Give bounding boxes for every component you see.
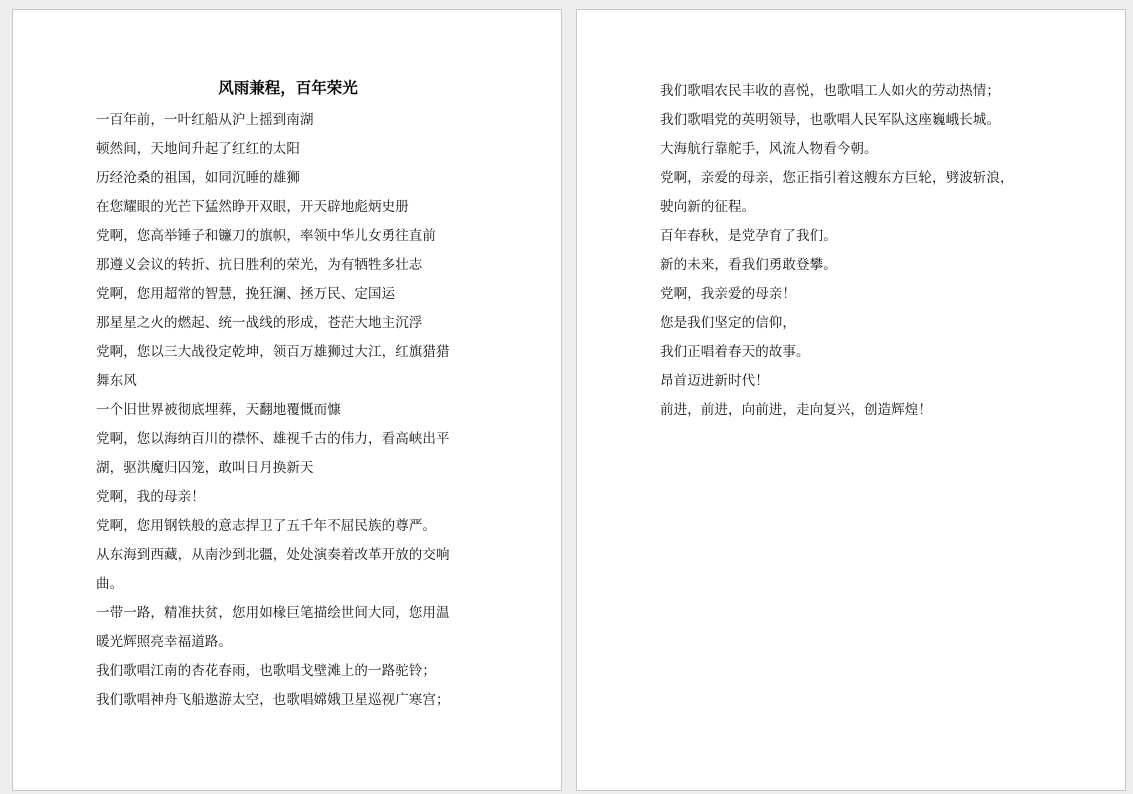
poem-line: 百年春秋，是党孕育了我们。: [660, 228, 837, 244]
poem-line: 一带一路，精准扶贫，您用如椽巨笔描绘世间大同，您用温: [96, 605, 450, 621]
poem-line: 党啊，您以三大战役定乾坤，领百万雄狮过大江，红旗猎猎: [96, 344, 450, 360]
poem-line: 我们正唱着春天的故事。: [660, 344, 810, 360]
poem-line: 舞东风: [96, 373, 137, 389]
poem-line: 党啊，亲爱的母亲，您正指引着这艘东方巨轮，劈波斩浪，: [660, 170, 1014, 186]
poem-line: 湖，驱洪魔归囚笼，敢叫日月换新天: [96, 460, 314, 476]
poem-lines: [96, 106, 496, 715]
poem-line: 党啊，您用钢铁般的意志捍卫了五千年不屈民族的尊严。: [96, 518, 436, 534]
poem-line: 曲。: [96, 576, 124, 592]
poem-line: 那遵义会议的转折、抗日胜利的荣光，为有牺牲多壮志: [96, 257, 423, 273]
poem-line: 我们歌唱农民丰收的喜悦，也歌唱工人如火的劳动热情；: [660, 83, 1000, 99]
poem-line: 党啊，我的母亲！: [96, 489, 205, 505]
poem-line: 党啊，您高举锤子和镰刀的旗帜，率领中华儿女勇往直前: [96, 228, 436, 244]
poem-line: 我们歌唱党的英明领导，也歌唱人民军队这座巍峨长城。: [660, 112, 1000, 128]
document-page-1: [12, 9, 562, 791]
poem-line: 驶向新的征程。: [660, 199, 756, 215]
poem-line: 我们歌唱江南的杏花春雨，也歌唱戈壁滩上的一路驼铃；: [96, 663, 436, 679]
poem-line: 您是我们坚定的信仰，: [660, 315, 796, 331]
poem-line: 那星星之火的燃起、统一战线的形成，苍茫大地主沉浮: [96, 315, 423, 331]
poem-line: 在您耀眼的光芒下猛然睁开双眼，开天辟地彪炳史册: [96, 199, 409, 215]
poem-line: 历经沧桑的祖国，如同沉睡的雄狮: [96, 170, 300, 186]
poem-line: 党啊，您用超常的智慧，挽狂澜、拯万民、定国运: [96, 286, 396, 302]
document-title: 风雨兼程，百年荣光: [218, 78, 358, 97]
poem-line: 前进，前进，向前进，走向复兴，创造辉煌！: [660, 402, 932, 418]
poem-lines: [660, 77, 1060, 425]
poem-line: 大海航行靠舵手，风流人物看今朝。: [660, 141, 878, 157]
poem-line: 党啊，您以海纳百川的襟怀、雄视千古的伟力，看高峡出平: [96, 431, 450, 447]
poem-line: 我们歌唱神舟飞船遨游太空，也歌唱嫦娥卫星巡视广寒宫；: [96, 692, 450, 708]
document-page-2: [576, 9, 1126, 791]
poem-line: 昂首迈进新时代！: [660, 373, 769, 389]
poem-line: 一个旧世界被彻底埋葬，天翻地覆慨而慷: [96, 402, 341, 418]
poem-line: 暖光辉照亮幸福道路。: [96, 634, 232, 650]
poem-line: 新的未来，看我们勇敢登攀。: [660, 257, 837, 273]
poem-line: 顿然间，天地间升起了红红的太阳: [96, 141, 300, 157]
poem-line: 从东海到西藏，从南沙到北疆，处处演奏着改革开放的交响: [96, 547, 450, 563]
poem-line: 党啊，我亲爱的母亲！: [660, 286, 796, 302]
poem-line: 一百年前，一叶红船从沪上摇到南湖: [96, 112, 314, 128]
